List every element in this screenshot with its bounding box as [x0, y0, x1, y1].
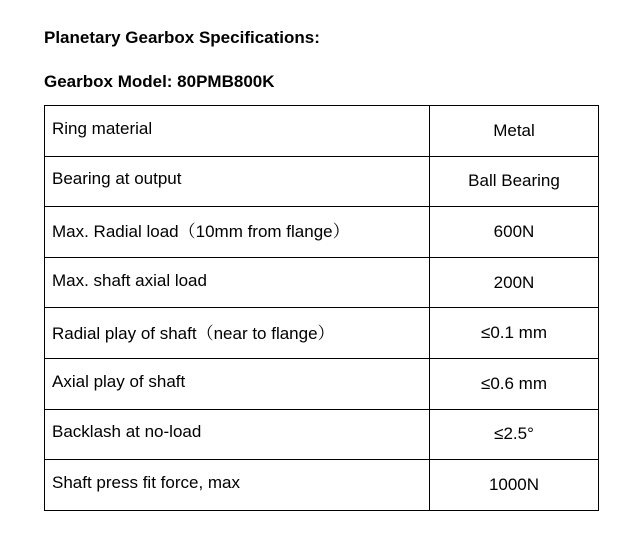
spec-parameter: Backlash at no-load: [45, 409, 430, 460]
table-row: [45, 156, 599, 207]
spec-value: 1000N: [430, 460, 599, 511]
spec-parameter: Shaft press fit force, max: [45, 460, 430, 511]
spec-parameter: Max. Radial load（10mm from flange）: [45, 207, 430, 258]
table-row: [45, 460, 599, 511]
spec-value: ≤0.6 mm: [430, 358, 599, 409]
model-heading: Gearbox Model: 80PMB800K: [44, 72, 275, 91]
spec-parameter: Ring material: [45, 106, 430, 157]
spec-value: ≤0.1 mm: [430, 308, 599, 359]
table-row: [45, 358, 599, 409]
table-row: [45, 409, 599, 460]
spec-parameter: Radial play of shaft（near to flange）: [45, 308, 430, 359]
spec-value: 200N: [430, 257, 599, 308]
spec-table: [44, 105, 599, 511]
spec-value: Ball Bearing: [430, 156, 599, 207]
spec-value: Metal: [430, 106, 599, 157]
spec-parameter: Max. shaft axial load: [45, 257, 430, 308]
table-row: [45, 257, 599, 308]
spec-value: ≤2.5°: [430, 409, 599, 460]
table-row: [45, 308, 599, 359]
table-row: [45, 207, 599, 258]
page-title: Planetary Gearbox Specifications:: [44, 28, 320, 47]
table-row: [45, 106, 599, 157]
spec-parameter: Axial play of shaft: [45, 358, 430, 409]
spec-parameter: Bearing at output: [45, 156, 430, 207]
spec-value: 600N: [430, 207, 599, 258]
